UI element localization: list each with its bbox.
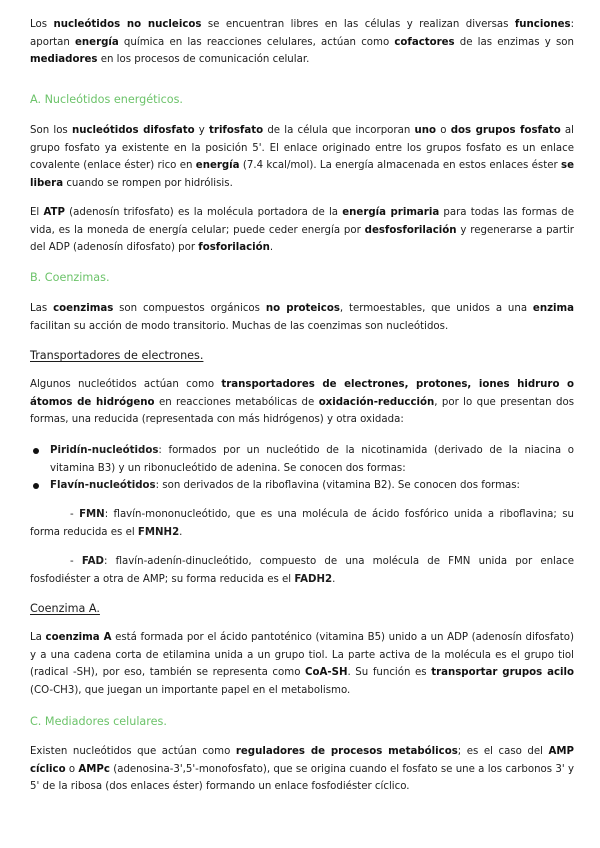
energetic-nucleotides-paragraph: Son los nucleótidos difosfato y trifosfato de la célula que incorporan uno o dos grupos fosfato al grupo fosfato ya existente en la posición 5'. El enlace originado entre los grupos fosfato es un enlace covalente (enlace éster) rico en energía (7.4 kcal/mol). La energía almacenada en estos enlaces éster se libera cuando se rompen por hidrólisis.	[30, 125, 574, 189]
subheading-electron-transporters: Transportadores de electrones.	[30, 349, 204, 362]
cellular-mediators-paragraph: Existen nucleótidos que actúan como reguladores de procesos metabólicos; es el caso del AMP cíclico o AMPc (adenosina-3',5'-monofosfato), que se origina cuando el fosfato se une a los carbonos 3' y 5' de la ribosa (dos enlaces éster) formando un enlace fosfodiéster cíclico.	[30, 746, 574, 793]
section-heading-c: C. Mediadores celulares.	[30, 715, 167, 728]
bullet-dot-icon	[33, 483, 39, 489]
fmn-description: - FMN: flavín-mononucleótido, que es una molécula de ácido fosfórico unida a riboflavina; su forma reducida es el FMNH2.	[30, 509, 574, 538]
electron-transporters-paragraph: Algunos nucleótidos actúan como transportadores de electrones, protones, iones hidruro o átomos de hidrógeno en reacciones metabólicas de oxidación-reducción, por lo que presentan dos formas, una reducida (representada con más hidrógenos) y otra oxidada:	[30, 379, 575, 426]
atp-paragraph: El ATP (adenosín trifosfato) es la molécula portadora de la energía primaria para todas las formas de vida, es la moneda de energía celular; puede ceder energía por desfosforilación y regenerarse a partir del ADP (adenosín difosfato) por fosforilación.	[30, 207, 574, 254]
bullet-dot-icon	[33, 448, 39, 454]
coenzyme-a-paragraph: La coenzima A está formada por el ácido pantoténico (vitamina B5) unido a un ADP (adenosín difosfato) y a una cadena corta de etilamina unida a un grupo tiol. La parte activa de la molécula es el grupo tiol (radical -SH), por eso, también se representa como CoA-SH. Su función es transportar grupos acilo (CO-CH3), que juegan un importante papel en el metabolismo.	[30, 632, 574, 696]
section-heading-a: A. Nucleótidos energéticos.	[30, 93, 183, 106]
coenzymes-paragraph: Las coenzimas son compuestos orgánicos no proteicos, termoestables, que unidos a una enzima facilitan su acción de modo transitorio. Muchas de las coenzimas son nucleótidos.	[30, 303, 574, 332]
list-item-flavin: Flavín-nucleótidos: son derivados de la riboflavina (vitamina B2). Se conocen dos formas:	[30, 477, 574, 495]
fad-description: - FAD: flavín-adenín-dinucleótido, compuesto de una molécula de FMN unida por enlace fosfodiéster a otra de AMP; su forma reducida es el FADH2.	[30, 556, 574, 585]
intro-paragraph: Los nucleótidos no nucleicos se encuentran libres en las células y realizan diversas funciones: aportan energía química en las reacciones celulares, actúan como cofactores de las enzimas y son mediadores en los procesos de comunicación celular.	[30, 19, 575, 66]
subheading-coenzyme-a: Coenzima A.	[30, 602, 100, 615]
list-item-piridin: Piridín-nucleótidos: formados por un nucleótido de la nicotinamida (derivado de la niacina o vitamina B3) y un ribonucleótido de adenina. Se conocen dos formas:	[30, 442, 574, 477]
section-heading-b: B. Coenzimas.	[30, 271, 110, 284]
